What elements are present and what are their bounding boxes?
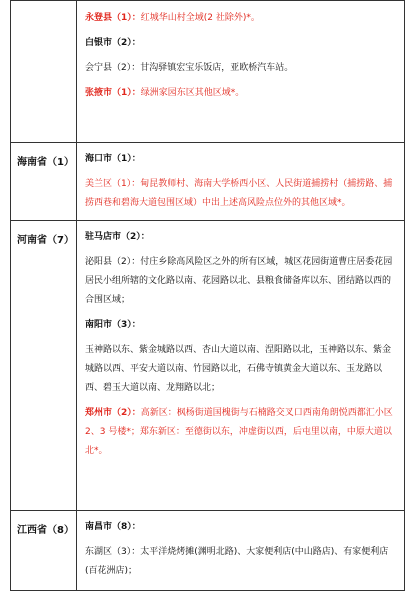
province-cell: 海南省（1） (11, 143, 77, 221)
province-cell (11, 1, 77, 143)
list-item: 东湖区（3）：太平洋烧烤摊(渊明北路)、大家便利店(中山路店)、有家便利店(百花洲店)； (85, 547, 389, 576)
list-item: 玉神路以东、紫金城路以西、杏山大道以南、涅阳路以北，玉神路以东、紫金城路以西、平安大道以南、竹园路以北，石佛寺镇黄金大道以东、玉龙路以西、碧玉大道以南、龙翔路以北； (85, 345, 392, 393)
area-cell (77, 143, 405, 221)
city-heading: 海口市（1）： (85, 154, 141, 164)
city-heading: 驻马店市（2）： (85, 232, 150, 242)
province-cell: 江西省（8） (11, 511, 77, 591)
city-heading: 南昌市（8）： (85, 522, 141, 532)
list-item: 美兰区（1）：甸昆教师村、海南大学桥西小区、人民街道捕捞村（捕捞路、捕捞西巷和碧海大道包围区域）中出上述高风险点位外的其他区域*。 (85, 179, 393, 208)
list-item: 永登县（1）：红城华山村全域(2 社除外)*。 (85, 13, 260, 23)
table-row (11, 143, 405, 221)
list-item: 郑州市（2）：高新区：枫杨街道国槐街与石楠路交叉口西南角朗悦西都汇小区 2、3 号楼*；郑东新区：至德街以东，冲虚街以西，后屯里以南，中原大道以北*。 (85, 408, 393, 456)
area-cell (77, 1, 405, 143)
list-item: 会宁县（2）：甘沟驿镇宏宝乐饭店，亚欧桥汽车站。 (85, 63, 294, 73)
province-cell: 河南省（7） (11, 221, 77, 511)
table-row (11, 1, 405, 143)
list-item: 张掖市（1）：绿洲家园东区其他区域*。 (85, 88, 245, 98)
list-item: 泌阳县（2）：付庄乡除高风险区之外的所有区域，城区花园街道曹庄居委花园居民小组所辖的文化路以南、花园路以北、县粮食储备库以东、团结路以西的合围区域； (85, 257, 393, 305)
city-heading: 白银市（2）： (85, 38, 141, 48)
area-cell (77, 221, 405, 511)
risk-area-table (10, 0, 405, 591)
city-heading: 南阳市（3）： (85, 320, 141, 330)
table-row (11, 511, 405, 591)
area-cell (77, 511, 405, 591)
table-row (11, 221, 405, 511)
